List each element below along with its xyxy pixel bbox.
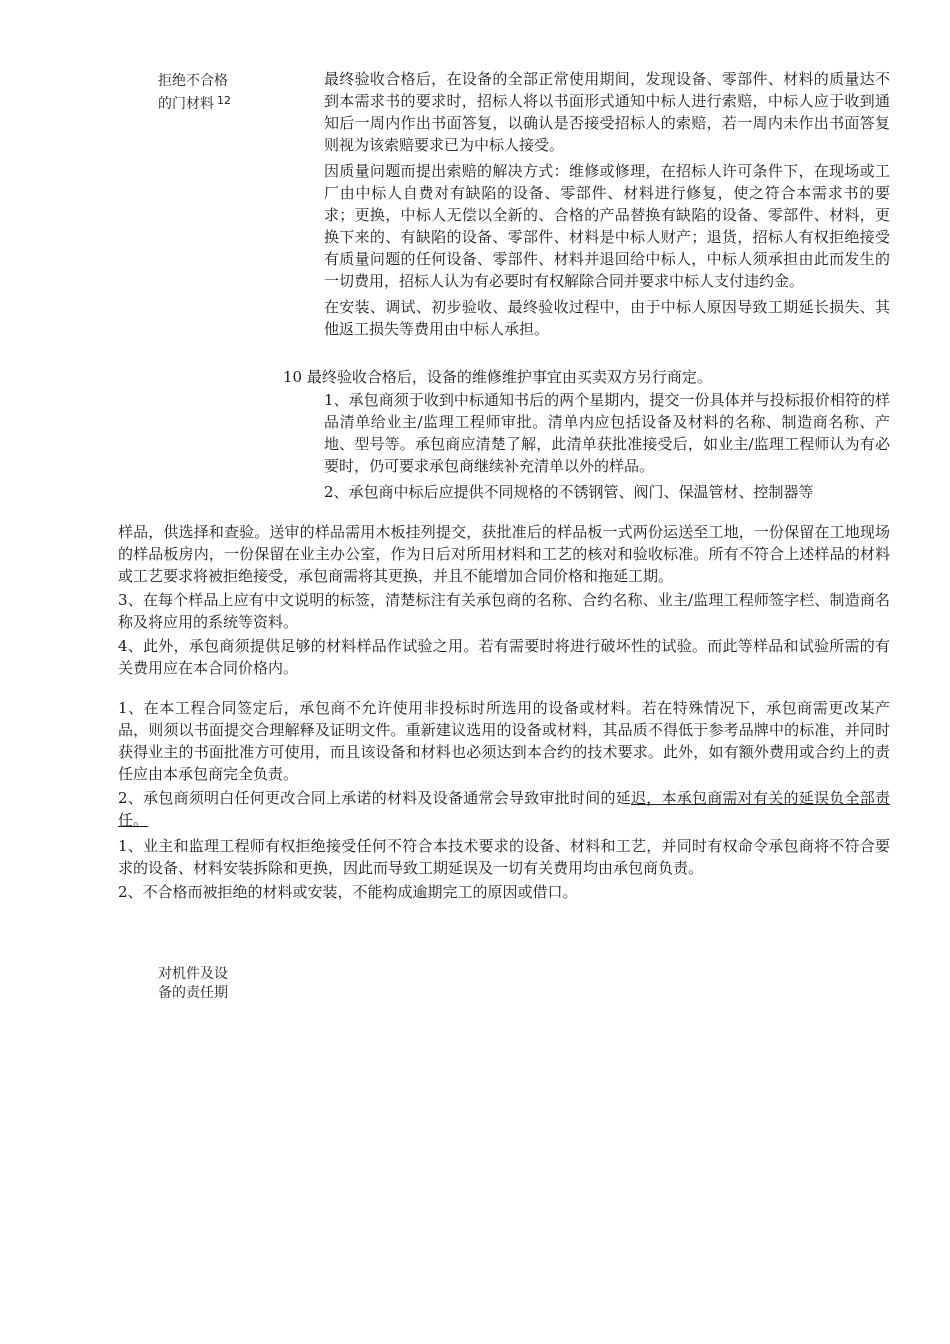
paragraph: 1、在本工程合同签定后，承包商不允许使用非投标时所选用的设备或材料。若在特殊情况下，承包商需更改某产品，则须以书面提交合理解释及证明文件。重新建议选用的设备或材料，其品质不得低于参考品牌中的标准，并同时获得业主的书面批准方可使用，而且该设备和材料也必须达到本合约的技术要求。此外，如有额外费用或合约上的责任应由本承包商完全负责。 <box>118 699 890 783</box>
samples-section-body <box>118 521 890 679</box>
paragraph: 2、不合格而被拒绝的材料或安装，不能构成逾期完工的原因或借口。 <box>118 883 578 901</box>
footnote-number: 12 <box>217 94 231 107</box>
margin-label-line: 对机件及设 <box>158 966 228 982</box>
margin-label-line: 拒绝不合格 <box>158 73 228 89</box>
paragraph: 3、在每个样品上应有中文说明的标签，清楚标注有关承包商的名称、合约名称、业主/监理工程师签字栏、制造商名称及将应用的系统等资料。 <box>118 591 890 631</box>
margin-label-line: 备的责任期 <box>158 985 228 1001</box>
paragraph: 样品，供选择和查验。送审的样品需用木板挂列提交，获批准后的样品板一式两份运送至工地，一份保留在工地现场的样品板房内，一份保留在业主办公室，作为日后对所用材料和工艺的核对和验收标准。所有不符合上述样品的材料或工艺要求将被拒绝接受，承包商需将其更换，并且不能增加合同价格和拖延工期。 <box>118 523 890 585</box>
paragraph: 最终验收合格后，在设备的全部正常使用期间，发现设备、零部件、材料的质量达不到本需求书的要求时，招标人将以书面形式通知中标人进行索赔，中标人应于收到通知后一周内作出书面答复，以确认是否接受招标人的索赔，若一周内未作出书面答复则视为该索赔要求已为中标人接受。 <box>324 70 890 154</box>
margin-label-liability <box>158 965 278 1001</box>
underlined-text: 迟，本承包商需对有关的延误负全部责任。 <box>118 789 890 829</box>
paragraph: 因质量问题而提出索赔的解决方式：维修或修理，在招标人许可条件下，在现场或工厂由中标人自费对有缺陷的设备、零部件、材料进行修复，使之符合本需求书的要求；更换，中标人无偿以全新的、合格的产品替换有缺陷的设备、零部件、材料，更换下来的、有缺陷的设备、零部件、材料是中标人财产；退货，招标人有权拒绝接受有质量问题的任何设备、零部件、材料并退回给中标人，中标人须承担由此而发生的一切费用，招标人认为有必要时有权解除合同并要求中标人支付违约金。 <box>324 162 890 290</box>
margin-label-rejection <box>158 72 278 114</box>
numbered-clause-10: 10 最终验收合格后，设备的维修维护事宜由买卖双方另行商定。 <box>283 368 712 386</box>
claims-section <box>324 68 890 340</box>
rejection-section <box>118 835 890 903</box>
samples-section-intro <box>324 389 890 503</box>
paragraph: 2、承包商须明白任何更改合同上承诺的材料及设备通常会导致审批时间的延迟，本承包商需对有关的延误负全部责任。 <box>118 789 890 829</box>
paragraph: 2、承包商中标后应提供不同规格的不锈钢管、阀门、保温管材、控制器等 <box>324 483 814 501</box>
paragraph: 在安装、调试、初步验收、最终验收过程中，由于中标人原因导致工期延长损失、其他返工损失等费用由中标人承担。 <box>324 298 890 338</box>
paragraph: 1、承包商须于收到中标通知书后的两个星期内，提交一份具体并与投标报价相符的样品清单给业主/监理工程师审批。清单内应包括设备及材料的名称、制造商名称、产地、型号等。承包商应清楚了解，此清单获批准接受后，如业主/监理工程师认为有必要时，仍可要求承包商继续补充清单以外的样品。 <box>324 391 890 475</box>
paragraph: 4、此外，承包商须提供足够的材料样品作试验之用。若有需要时将进行破坏性的试验。而此等样品和试验所需的有关费用应在本合同价格内。 <box>118 637 890 677</box>
substitution-section <box>118 697 890 831</box>
paragraph: 1、业主和监理工程师有权拒绝接受任何不符合本技术要求的设备、材料和工艺，并同时有权命令承包商将不符合要求的设备、材料安装拆除和更换，因此而导致工期延误及一切有关费用均由承包商负责。 <box>118 837 890 877</box>
margin-label-line: 的门材料 $^{12}$ <box>158 94 231 112</box>
